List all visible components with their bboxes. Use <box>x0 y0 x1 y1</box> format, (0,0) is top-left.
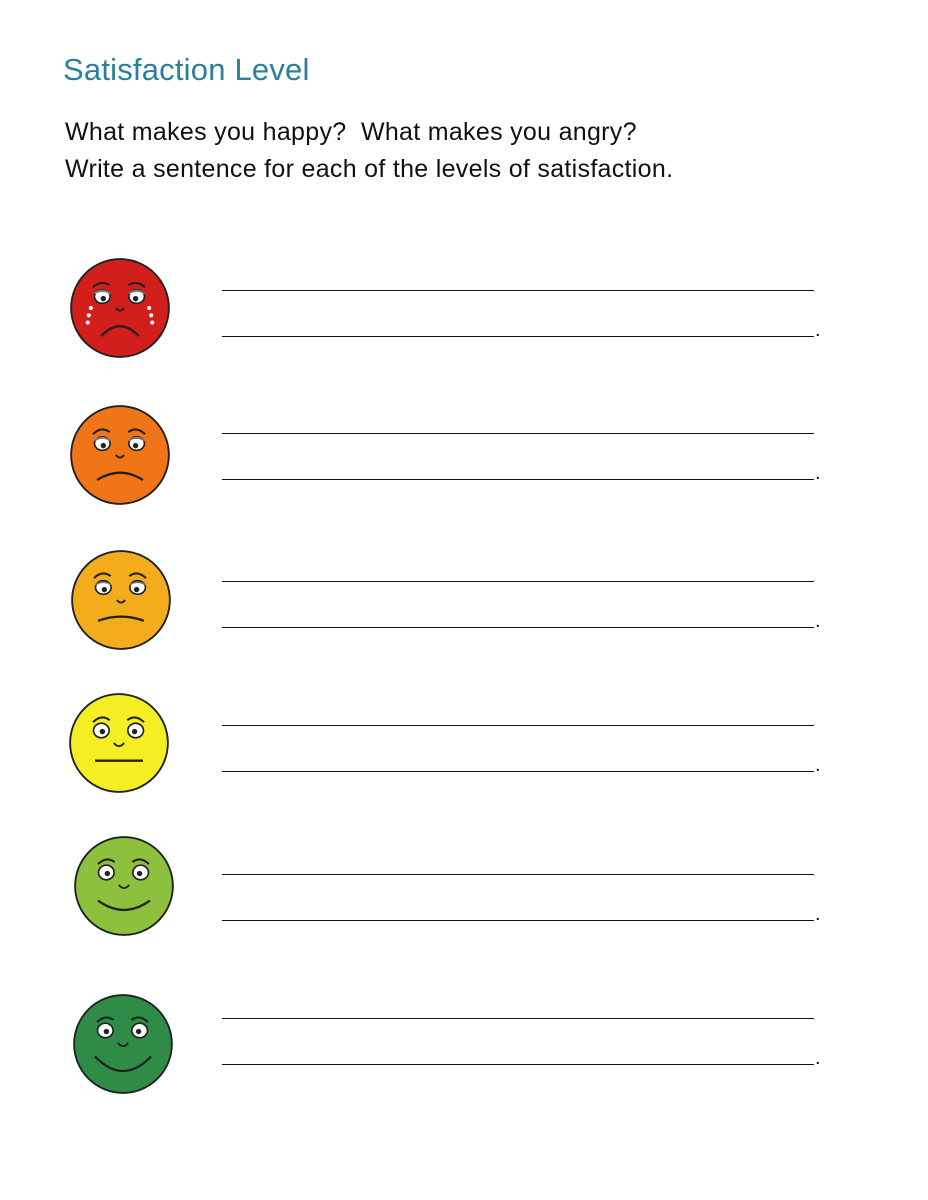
writing-line[interactable] <box>222 1018 814 1019</box>
level-row-4 <box>0 683 928 803</box>
sentence-period: . <box>815 903 821 925</box>
level-row-3 <box>0 539 928 659</box>
writing-line[interactable] <box>222 336 814 337</box>
instruction-line: What makes you happy? What makes you angry? <box>65 118 637 146</box>
writing-line[interactable] <box>222 920 814 921</box>
sentence-period: . <box>815 610 821 632</box>
level-row-5 <box>0 832 928 952</box>
neutral-face-icon <box>67 691 171 795</box>
happy-face-icon <box>71 992 175 1096</box>
crying-face-icon <box>68 256 172 360</box>
page-title: Satisfaction Level <box>63 52 310 87</box>
sentence-period: . <box>815 1047 821 1069</box>
smiling-face-icon <box>72 834 176 938</box>
sentence-period: . <box>815 462 821 484</box>
writing-line[interactable] <box>222 627 814 628</box>
level-row-1 <box>0 250 928 370</box>
sentence-period: . <box>815 319 821 341</box>
writing-line[interactable] <box>222 725 814 726</box>
instructions <box>65 114 673 188</box>
unhappy-face-icon <box>69 548 173 652</box>
sentence-period: . <box>815 754 821 776</box>
writing-line[interactable] <box>222 1064 814 1065</box>
level-row-6 <box>0 976 928 1096</box>
writing-line[interactable] <box>222 874 814 875</box>
writing-line[interactable] <box>222 433 814 434</box>
sad-face-icon <box>68 403 172 507</box>
writing-line[interactable] <box>222 479 814 480</box>
writing-line[interactable] <box>222 581 814 582</box>
writing-line[interactable] <box>222 771 814 772</box>
instruction-line: Write a sentence for each of the levels of satisfaction. <box>65 155 674 183</box>
writing-line[interactable] <box>222 290 814 291</box>
level-row-2 <box>0 393 928 513</box>
